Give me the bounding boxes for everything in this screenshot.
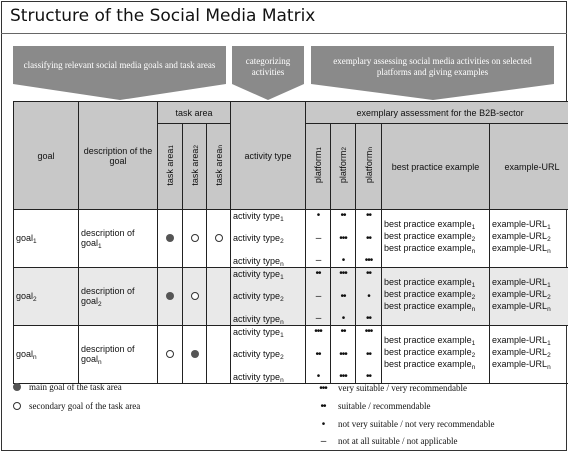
title-divider bbox=[1, 33, 567, 34]
rating-mark: •• bbox=[366, 349, 372, 360]
task-area-cell bbox=[183, 268, 207, 326]
platform-rating-cell bbox=[331, 268, 356, 326]
rating-mark: •• bbox=[315, 349, 321, 360]
rating-mark: ••• bbox=[339, 371, 347, 382]
example-url-cell bbox=[490, 210, 568, 268]
legend-rating-3: ••• very suitable / very recommendable bbox=[308, 383, 467, 394]
platform-rating-cell bbox=[356, 268, 382, 326]
example-url-item: example-$URL_2$ bbox=[492, 231, 551, 243]
secondary-goal-icon bbox=[191, 292, 199, 300]
rating-mark: •• bbox=[340, 210, 346, 221]
task-area-cell bbox=[207, 326, 231, 384]
header-assessment: exemplary assessment for the B2B-sector bbox=[306, 102, 568, 124]
task-area-cell bbox=[158, 268, 183, 326]
example-url-cell bbox=[490, 326, 568, 384]
task-area-cell bbox=[207, 210, 231, 268]
main-goal-icon bbox=[13, 383, 21, 391]
platform-rating-cell bbox=[306, 210, 331, 268]
legend-rating-2: •• suitable / recommendable bbox=[308, 401, 430, 412]
rating-mark: •• bbox=[340, 291, 346, 302]
rating-mark: •• bbox=[366, 233, 372, 244]
rating-0-icon: – bbox=[320, 436, 326, 447]
example-url-item: example-$URL_n$ bbox=[492, 359, 551, 371]
task-area-cell bbox=[207, 268, 231, 326]
best-practice-cell bbox=[382, 268, 490, 326]
arrow-classifying bbox=[13, 46, 226, 84]
arrow-categorizing-label: categorizing activities bbox=[245, 56, 291, 77]
arrow-classifying-label: classifying relevant social media goals and task areas bbox=[23, 60, 216, 70]
rating-mark: •• bbox=[340, 326, 346, 337]
rating-mark: • bbox=[341, 313, 345, 324]
platform-rating-cell bbox=[331, 210, 356, 268]
main-goal-icon bbox=[166, 292, 174, 300]
example-url-item: example-$URL_2$ bbox=[492, 289, 551, 301]
arrow-assessing-label: exemplary assessing social media activities on selected platforms and giving examples bbox=[333, 56, 532, 77]
rating-mark: • bbox=[367, 291, 370, 302]
task-area-cell bbox=[183, 210, 207, 268]
best-practice-item: best practice example$_n$ bbox=[384, 301, 476, 313]
rating-mark: ••• bbox=[339, 233, 347, 244]
arrow-classifying-tip bbox=[13, 84, 226, 100]
rating-mark: • bbox=[316, 210, 320, 221]
example-url-item: example-$URL_2$ bbox=[492, 347, 551, 359]
rating-mark: ••• bbox=[339, 268, 347, 279]
task-area-cell bbox=[158, 326, 183, 384]
best-practice-item: best practice example$_1$ bbox=[384, 219, 476, 231]
header-goal: goal bbox=[14, 102, 79, 210]
rating-mark: •• bbox=[315, 268, 321, 279]
goal-cell: goal$_n$ bbox=[14, 326, 79, 384]
header-task-area-1: task area$_1$ bbox=[158, 124, 183, 210]
matrix-row bbox=[14, 210, 568, 268]
best-practice-item: best practice example$_1$ bbox=[384, 335, 476, 347]
main-goal-icon bbox=[166, 234, 174, 242]
activity-type-item: activity type$_n$ bbox=[233, 256, 284, 268]
rating-mark: •• bbox=[366, 371, 372, 382]
secondary-goal-icon bbox=[13, 402, 21, 410]
secondary-goal-icon bbox=[215, 234, 223, 242]
rating-mark: – bbox=[315, 255, 321, 266]
header-example-url: example-URL bbox=[490, 124, 568, 210]
legend-main-goal: main goal of the task area bbox=[13, 382, 122, 392]
best-practice-cell bbox=[382, 210, 490, 268]
activity-type-cell bbox=[231, 268, 306, 326]
example-url-item: example-$URL_1$ bbox=[492, 277, 551, 289]
goal-cell: goal$_1$ bbox=[14, 210, 79, 268]
header-platform-2: platform$_2$ bbox=[331, 124, 356, 210]
best-practice-item: best practice example$_n$ bbox=[384, 359, 476, 371]
rating-mark: ••• bbox=[364, 255, 373, 266]
activity-type-item: activity type$_1$ bbox=[233, 327, 284, 339]
rating-2-icon: •• bbox=[320, 401, 326, 412]
legend-rating-0: – not at all suitable / not applicable bbox=[308, 436, 457, 447]
header-activity-type: activity type bbox=[231, 102, 306, 210]
best-practice-cell bbox=[382, 326, 490, 384]
example-url-item: example-$URL_n$ bbox=[492, 243, 551, 255]
best-practice-item: best practice example$_2$ bbox=[384, 289, 476, 301]
rating-mark: • bbox=[341, 255, 345, 266]
activity-type-cell bbox=[231, 210, 306, 268]
best-practice-item: best practice example$_2$ bbox=[384, 347, 476, 359]
task-area-cell bbox=[183, 326, 207, 384]
secondary-goal-icon bbox=[166, 350, 174, 358]
rating-mark: ••• bbox=[339, 349, 347, 360]
activity-type-cell bbox=[231, 326, 306, 384]
rating-mark: ••• bbox=[314, 326, 322, 337]
task-area-cell bbox=[158, 210, 183, 268]
secondary-goal-icon bbox=[191, 234, 199, 242]
activity-type-item: activity type$_1$ bbox=[233, 211, 284, 223]
activity-type-item: activity type$_2$ bbox=[233, 349, 284, 361]
arrow-categorizing-tip bbox=[232, 84, 304, 100]
main-goal-icon bbox=[191, 350, 199, 358]
header-platform-1: platform$_1$ bbox=[306, 124, 331, 210]
activity-type-item: activity type$_n$ bbox=[233, 372, 284, 384]
rating-mark: – bbox=[315, 291, 321, 302]
example-url-cell bbox=[490, 268, 568, 326]
platform-rating-cell bbox=[331, 326, 356, 384]
header-best-practice: best practice example bbox=[382, 124, 490, 210]
rating-3-icon: ••• bbox=[319, 383, 327, 394]
header-platform-n: platform$_n$ bbox=[356, 124, 382, 210]
example-url-item: example-$URL_1$ bbox=[492, 335, 551, 347]
rating-mark: •• bbox=[366, 210, 372, 221]
platform-rating-cell bbox=[356, 210, 382, 268]
arrow-assessing-tip bbox=[311, 84, 554, 100]
description-cell: description of goal$_1$ bbox=[79, 210, 158, 268]
platform-rating-cell bbox=[306, 268, 331, 326]
rating-mark: •• bbox=[366, 313, 372, 324]
legend-rating-1: • not very suitable / not very recommendable bbox=[308, 419, 494, 430]
rating-mark: •• bbox=[366, 268, 372, 279]
header-description: description of the goal bbox=[79, 102, 158, 210]
rating-mark: – bbox=[315, 233, 321, 244]
example-url-item: example-$URL_1$ bbox=[492, 219, 551, 231]
header-task-area: task area bbox=[158, 102, 231, 124]
platform-rating-cell bbox=[306, 326, 331, 384]
description-cell: description of goal$_2$ bbox=[79, 268, 158, 326]
best-practice-item: best practice example$_n$ bbox=[384, 243, 476, 255]
legend-secondary-goal: secondary goal of the task area bbox=[13, 401, 140, 411]
figure-title: Structure of the Social Media Matrix bbox=[10, 6, 316, 26]
rating-mark: • bbox=[316, 371, 320, 382]
matrix-row bbox=[14, 326, 568, 384]
rating-mark: ••• bbox=[364, 326, 373, 337]
best-practice-item: best practice example$_1$ bbox=[384, 277, 476, 289]
description-cell: description of goal$_n$ bbox=[79, 326, 158, 384]
best-practice-item: best practice example$_2$ bbox=[384, 231, 476, 243]
goal-cell: goal$_2$ bbox=[14, 268, 79, 326]
header-task-area-n: task area$_n$ bbox=[207, 124, 231, 210]
social-media-matrix bbox=[13, 101, 568, 384]
header-task-area-2: task area$_2$ bbox=[183, 124, 207, 210]
platform-rating-cell bbox=[356, 326, 382, 384]
rating-1-icon: • bbox=[321, 419, 325, 430]
matrix-row bbox=[14, 268, 568, 326]
arrow-categorizing bbox=[232, 46, 304, 84]
activity-type-item: activity type$_1$ bbox=[233, 269, 284, 281]
activity-type-item: activity type$_n$ bbox=[233, 314, 284, 326]
example-url-item: example-$URL_n$ bbox=[492, 301, 551, 313]
arrow-assessing bbox=[311, 46, 554, 84]
activity-type-item: activity type$_2$ bbox=[233, 233, 284, 245]
activity-type-item: activity type$_2$ bbox=[233, 291, 284, 303]
rating-mark: – bbox=[315, 313, 321, 324]
